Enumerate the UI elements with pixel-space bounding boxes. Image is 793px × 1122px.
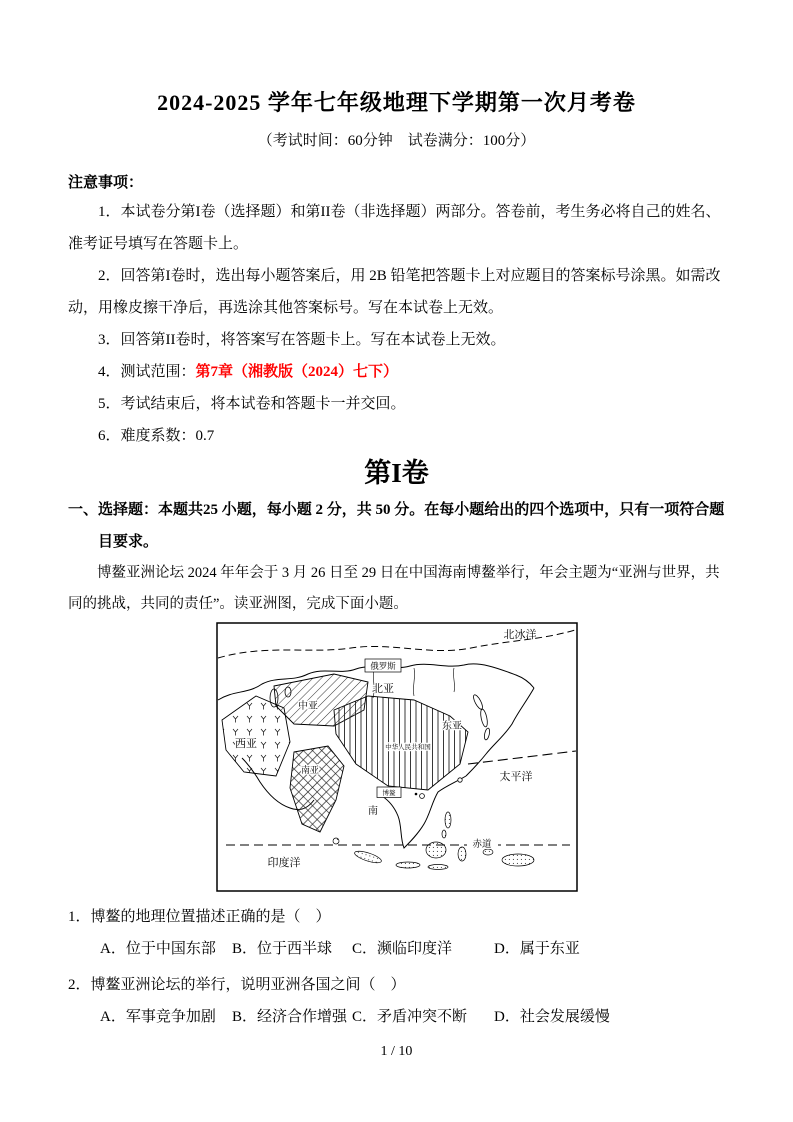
- map-label-west-asia: 西亚: [234, 738, 257, 750]
- question-2-option-a: A．军事竞争加剧: [100, 1009, 216, 1025]
- asia-map-figure: [68, 622, 725, 897]
- question-1-options: [68, 933, 725, 965]
- question-2-stem: 2．博鳌亚洲论坛的举行，说明亚洲各国之间（ ）: [68, 977, 406, 993]
- notice-item-6: 6．难度系数：0.7: [98, 428, 215, 444]
- question-1: [68, 901, 725, 965]
- question-1-option-a: A．位于中国东部: [100, 941, 216, 957]
- russia-label-box: [365, 659, 401, 672]
- question-2-option-b: B．经济合作增强: [232, 1009, 348, 1025]
- section-1-heading: 第I卷: [364, 458, 429, 488]
- map-label-china: 中华人民共和国: [384, 744, 431, 751]
- notice-item-3: 3．回答第II卷时，将答案写在答题卡上。写在本试卷上无效。: [98, 332, 506, 348]
- asia-map: [216, 622, 578, 892]
- test-scope-prefix: 4．测试范围：: [98, 364, 196, 380]
- map-label-indian-ocean: 印度洋: [267, 857, 300, 869]
- notice-item-4: [68, 356, 725, 388]
- page-number: 1 / 10: [380, 1044, 413, 1059]
- map-label-north-asia: 北亚: [371, 683, 394, 695]
- notice-heading: 注意事项：: [68, 175, 144, 191]
- notice-item-1: 1．本试卷分第I卷（选择题）和第II卷（非选择题）两部分。答卷前，考生务必将自己的姓名、准考证号填写在答题卡上。: [68, 204, 721, 252]
- question-1-option-c: C．濒临印度洋: [352, 941, 453, 957]
- notice-item-5: 5．考试结束后，将本试卷和答题卡一并交回。: [98, 396, 406, 412]
- borneo-island: [426, 842, 446, 858]
- question-2-option-c: C．矛盾冲突不断: [352, 1009, 468, 1025]
- sri-lanka-island: [333, 838, 339, 844]
- question-1-option-b: B．位于西半球: [232, 941, 333, 957]
- exam-meta: （考试时间：60分钟 试卷满分：100分）: [257, 133, 536, 149]
- java-island: [396, 862, 420, 868]
- philippines-islands: [445, 812, 451, 828]
- boao-location-dot: [414, 793, 417, 796]
- hainan-island: [419, 794, 424, 799]
- map-label-arctic-ocean: 北冰洋: [503, 629, 536, 641]
- notice-section: [68, 170, 725, 452]
- question-1-stem: 1．博鳌的地理位置描述正确的是（ ）: [68, 909, 331, 925]
- question-2-options: [68, 1001, 725, 1033]
- multiple-choice-instruction: 一、选择题：本题共25 小题，每小题 2 分，共 50 分。在每小题给出的四个选项中，只有一项符合题目要求。: [68, 502, 725, 550]
- notice-item-2: 2．回答第I卷时，选出每小题答案后，用 2B 铅笔把答题卡上对应题目的答案标号涂黑。如需改动，用橡皮擦干净后，再选涂其他答案标号。写在本试卷上无效。: [68, 268, 721, 316]
- test-scope-highlight: 第7章（湘教版（2024）七下）: [195, 364, 399, 380]
- philippines-islands: [442, 830, 446, 838]
- map-label-south-asia: 南亚: [300, 765, 319, 775]
- map-label-russia: 俄罗斯: [369, 661, 396, 671]
- new-guinea-island: [502, 854, 534, 866]
- exam-title: 2024-2025 学年七年级地理下学期第一次月考卷: [157, 90, 636, 115]
- map-label-south: 南: [367, 806, 378, 817]
- question-1-option-d: D．属于东亚: [494, 941, 580, 957]
- map-label-boao: 博鳌: [382, 790, 395, 797]
- map-label-east-asia: 东亚: [441, 721, 462, 732]
- question-2-option-d: D．社会发展缓慢: [494, 1009, 610, 1025]
- sunda-islands: [428, 865, 448, 870]
- sulawesi-island: [458, 847, 466, 861]
- equator-label-group: [467, 836, 498, 850]
- question-group-intro: 博鳌亚洲论坛 2024 年年会于 3 月 26 日至 29 日在中国海南博鳌举行，年会主题为“亚洲与世界，共同的挑战，共同的责任”。读亚洲图，完成下面小题。: [68, 565, 720, 612]
- map-label-pacific-ocean: 太平洋: [499, 771, 532, 783]
- taiwan-island: [457, 778, 461, 782]
- question-2: [68, 969, 725, 1033]
- map-label-central-asia: 中亚: [297, 701, 318, 712]
- map-label-equator: 赤道: [471, 840, 492, 850]
